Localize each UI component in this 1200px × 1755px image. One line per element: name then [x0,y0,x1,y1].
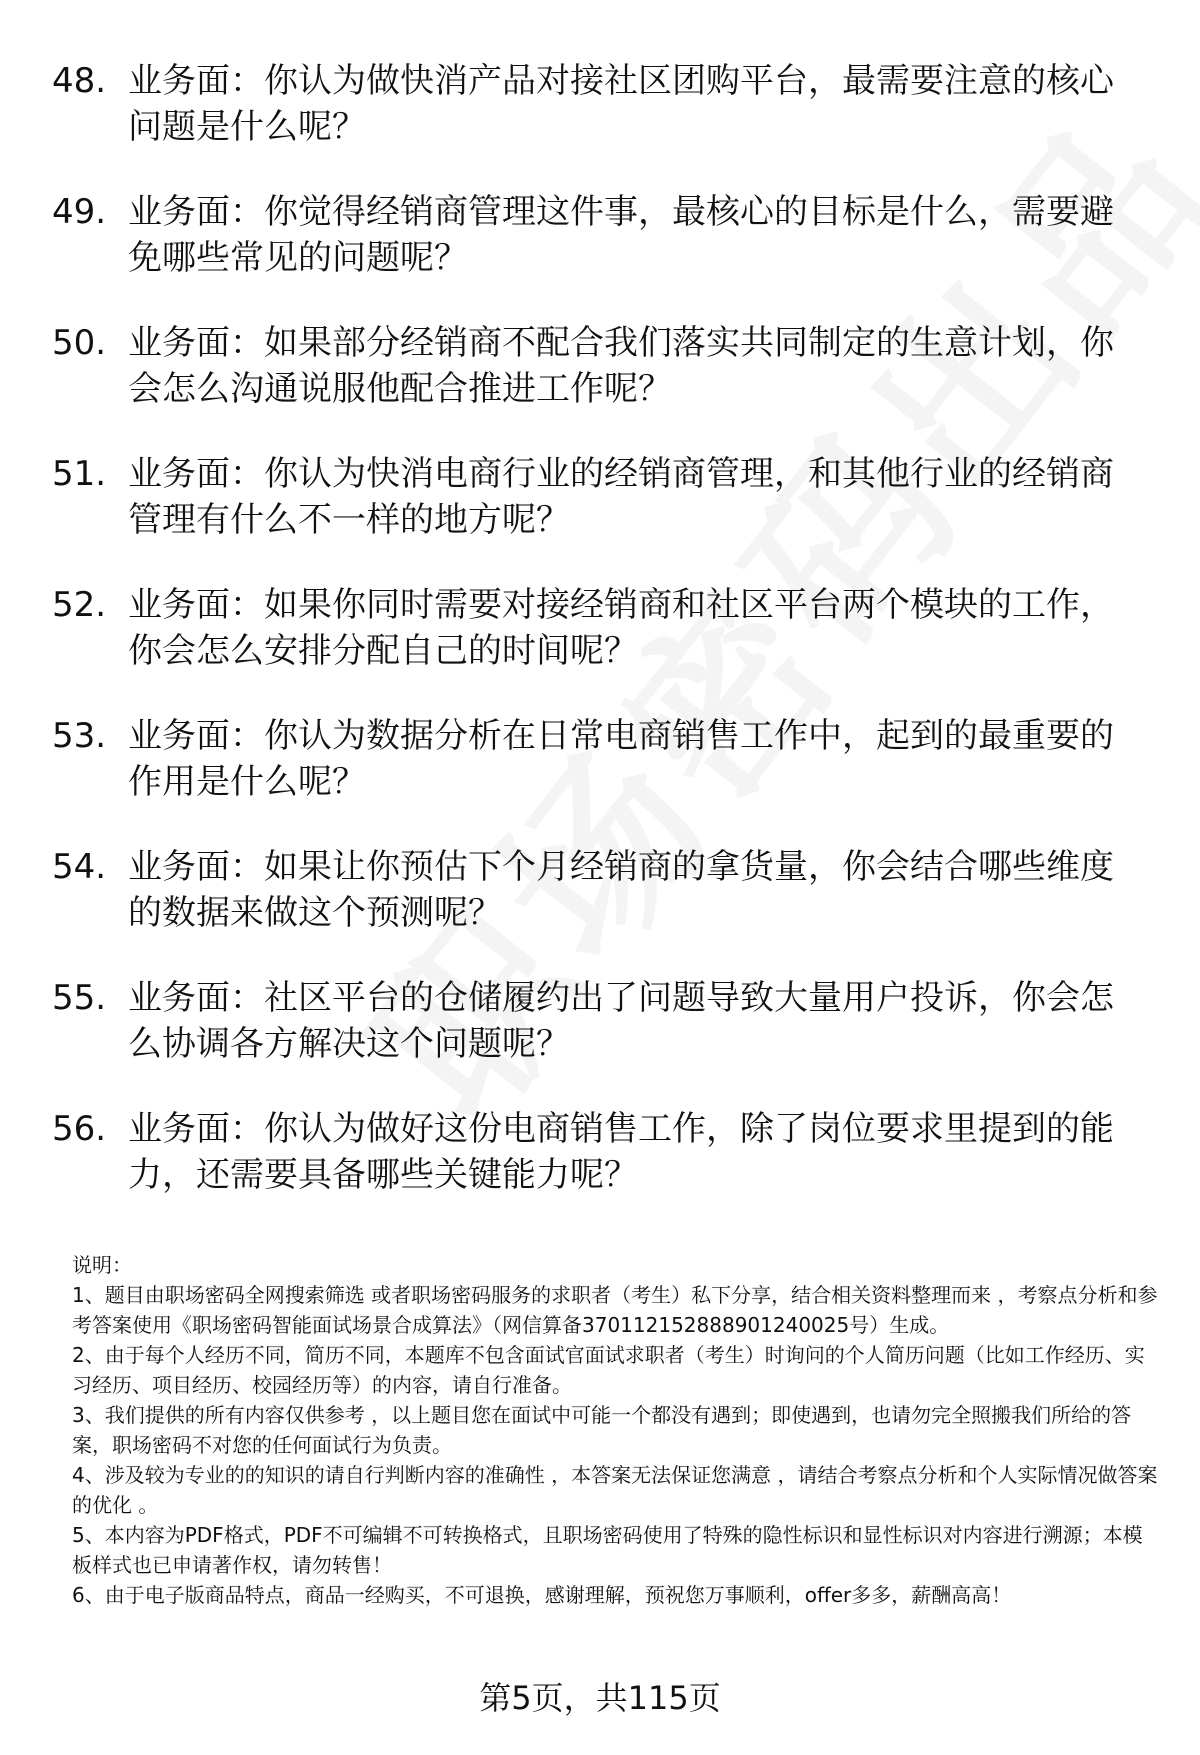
question-number: 51. [52,454,107,494]
note-item: 3、我们提供的所有内容仅供参考 ，以上题目您在面试中可能一个都没有遇到；即使遇到，也请勿完全照搬我们所给的答案，职场密码不对您的任何面试行为负责。 [72,1403,1132,1457]
note-item: 4、涉及较为专业的的知识的请自行判断内容的准确性 ，本答案无法保证您满意 ，请结合考察点分析和个人实际情况做答案的优化 。 [72,1463,1158,1517]
note-item: 5、本内容为PDF格式，PDF不可编辑不可转换格式，且职场密码使用了特殊的隐性标识和显性标识对内容进行溯源；本模板样式也已申请著作权，请勿转售！ [72,1523,1143,1577]
question-text: 业务面：你认为快消电商行业的经销商管理，和其他行业的经销商管理有什么不一样的地方呢？ [128,454,1114,540]
question-number: 52. [52,585,107,625]
question-text: 业务面：你觉得经销商管理这件事，最核心的目标是什么，需要避免哪些常见的问题呢？ [128,192,1114,278]
question-item [52,451,1152,582]
question-item [52,58,1152,189]
notes-title: 说明： [72,1253,132,1277]
question-number: 49. [52,192,107,232]
question-number: 50. [52,323,107,363]
notes-section [72,1250,1160,1610]
question-item [52,189,1152,320]
question-item [52,582,1152,713]
note-item: 1、题目由职场密码全网搜索筛选 或者职场密码服务的求职者（考生）私下分享，结合相关资料整理而来 ，考察点分析和参考答案使用《职场密码智能面试场景合成算法》（网信算备370112152888901240025号）生成。 [72,1283,1158,1337]
question-item [52,844,1152,975]
question-number: 55. [52,978,107,1018]
question-text: 业务面：如果部分经销商不配合我们落实共同制定的生意计划，你会怎么沟通说服他配合推进工作呢？ [128,323,1114,409]
question-text: 业务面：你认为做快消产品对接社区团购平台，最需要注意的核心问题是什么呢？ [128,61,1114,147]
note-item: 6、由于电子版商品特点，商品一经购买，不可退换，感谢理解，预祝您万事顺利，offer多多，薪酬高高！ [72,1583,1012,1607]
question-text: 业务面：如果让你预估下个月经销商的拿货量，你会结合哪些维度的数据来做这个预测呢？ [128,847,1114,933]
question-text: 业务面：你认为做好这份电商销售工作，除了岗位要求里提到的能力，还需要具备哪些关键能力呢？ [128,1109,1114,1195]
question-item [52,320,1152,451]
question-item [52,1106,1152,1237]
question-text: 业务面：你认为数据分析在日常电商销售工作中，起到的最重要的作用是什么呢？ [128,716,1114,802]
page-number: 第5页，共115页 [479,1679,721,1717]
question-number: 56. [52,1109,107,1149]
question-item [52,713,1152,844]
question-number: 54. [52,847,107,887]
question-text: 业务面：社区平台的仓储履约出了问题导致大量用户投诉，你会怎么协调各方解决这个问题呢？ [128,978,1114,1064]
note-item: 2、由于每个人经历不同，简历不同，本题库不包含面试官面试求职者（考生）时询问的个人简历问题（比如工作经历、实习经历、项目经历、校园经历等）的内容，请自行准备。 [72,1343,1145,1397]
question-text: 业务面：如果你同时需要对接经销商和社区平台两个模块的工作，你会怎么安排分配自己的时间呢？ [128,585,1114,671]
question-number: 48. [52,61,107,101]
question-number: 53. [52,716,107,756]
question-list [52,58,1152,1237]
question-item [52,975,1152,1106]
